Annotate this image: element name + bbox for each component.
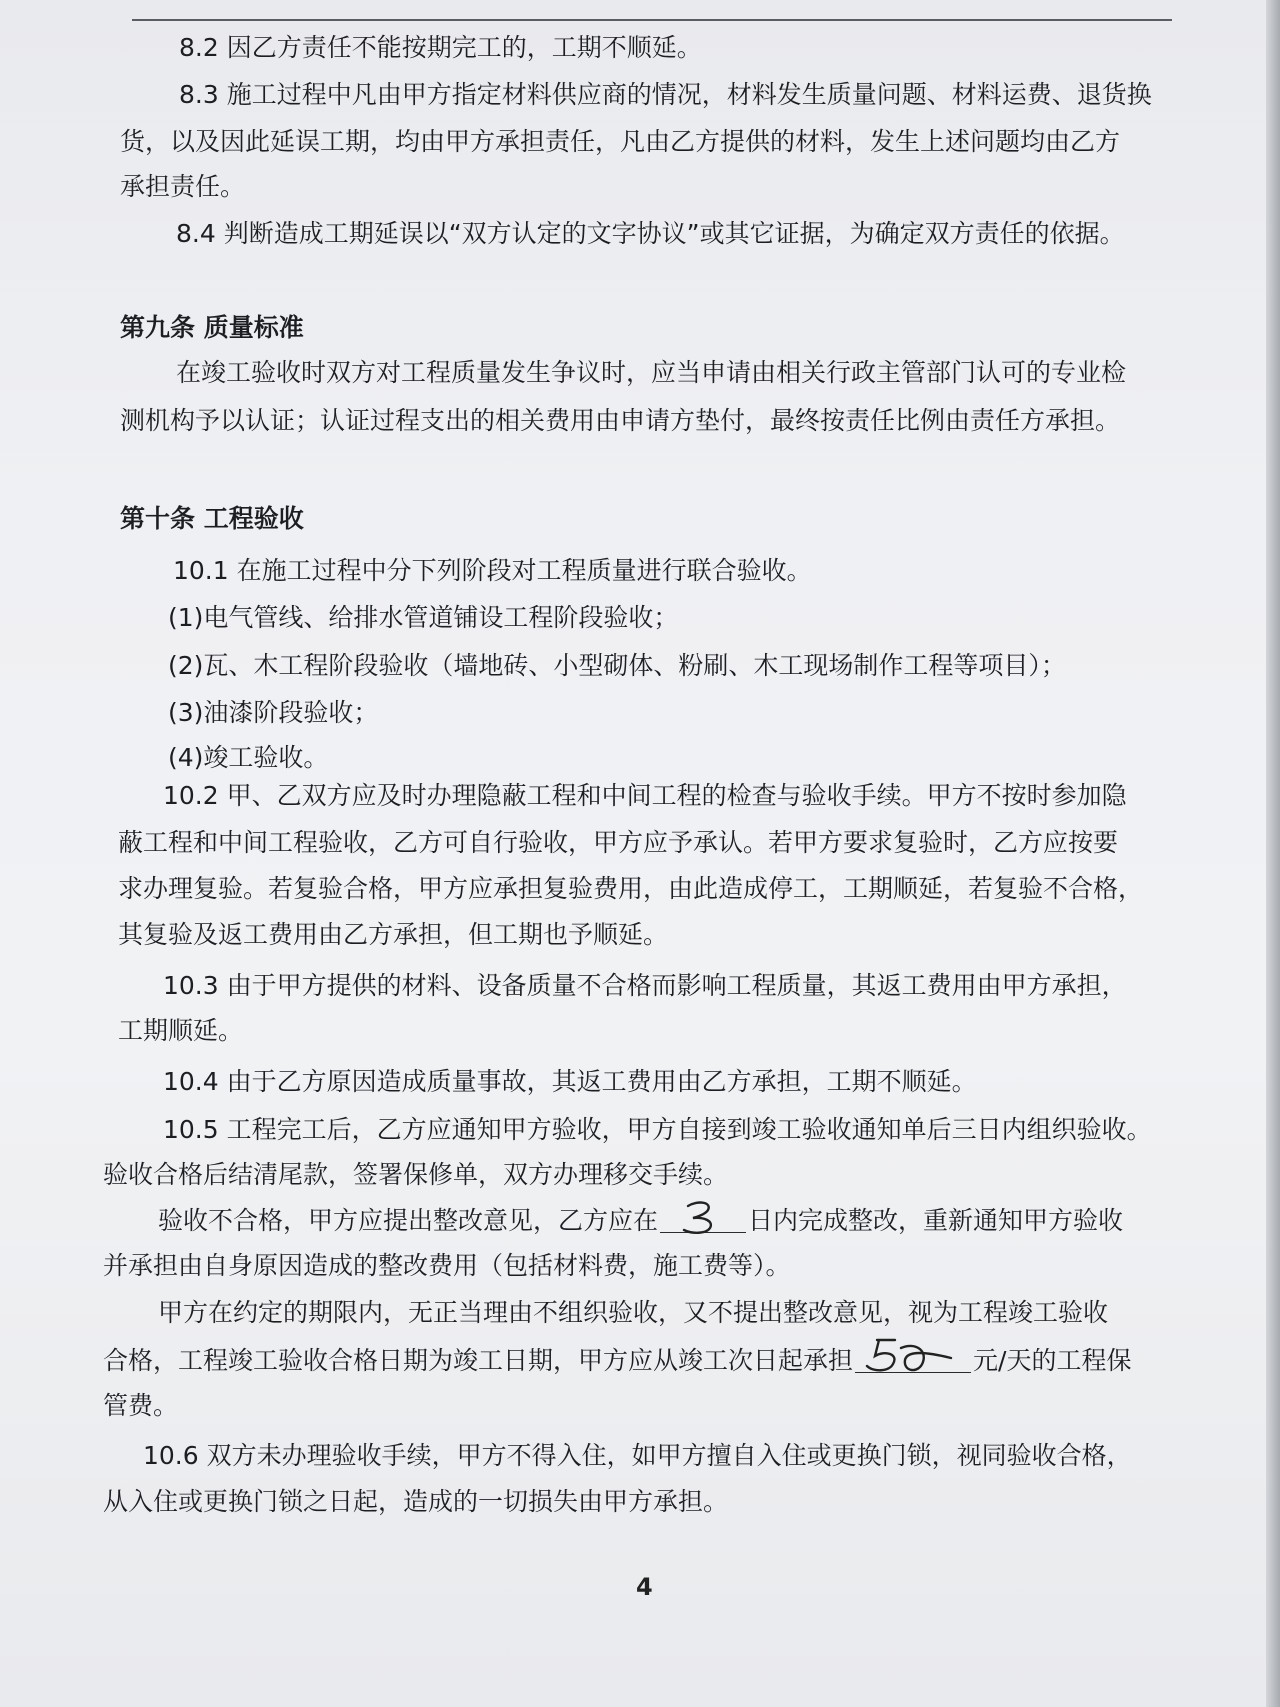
clause-10-3-line-1: 10.3 由于甲方提供的材料、设备质量不合格而影响工程质量，其返工费用由甲方承担， [163, 971, 1127, 1000]
clause-10-5-rectify-line-1 [158, 1206, 1123, 1236]
clause-8-3-line-3: 承担责任。 [120, 172, 246, 201]
header-rule [132, 19, 1172, 21]
clause-10-5-storage-line-1: 甲方在约定的期限内，无正当理由不组织验收，又不提出整改意见，视为工程竣工验收 [158, 1298, 1109, 1327]
clause-10-3-line-2: 工期顺延。 [118, 1016, 244, 1045]
clause-10-2-line-2: 蔽工程和中间工程验收，乙方可自行验收，甲方应予承认。若甲方要求复验时，乙方应按要 [118, 828, 1119, 857]
clause-10-5-line-1: 10.5 工程完工后，乙方应通知甲方验收，甲方自接到竣工验收通知单后三日内组织验收。 [163, 1115, 1152, 1144]
storage-text-after: 元/天的工程保 [973, 1346, 1132, 1375]
clause-10-6-line-2: 从入住或更换门锁之日起，造成的一切损失由甲方承担。 [103, 1487, 729, 1516]
clause-8-3-line-1: 8.3 施工过程中凡由甲方指定材料供应商的情况，材料发生质量问题、材料运费、退货换 [179, 80, 1152, 109]
rectify-text-after: 日内完成整改，重新通知甲方验收 [748, 1206, 1124, 1235]
clause-8-2: 8.2 因乙方责任不能按期完工的，工期不顺延。 [179, 33, 702, 62]
handwritten-3-icon [660, 1196, 746, 1236]
clause-10-2-line-3: 求办理复验。若复验合格，甲方应承担复验费用，由此造成停工，工期顺延，若复验不合格， [118, 874, 1144, 903]
storage-fee-blank [855, 1346, 971, 1373]
clause-10-5-storage-line-2 [103, 1346, 1131, 1376]
clause-10-1-item-2: (2)瓦、木工程阶段验收（墙地砖、小型砌体、粉刷、木工现场制作工程等项目）； [168, 651, 1066, 680]
rectify-text-before: 验收不合格，甲方应提出整改意见，乙方应在 [158, 1206, 659, 1235]
rectify-days-blank [660, 1206, 746, 1233]
clause-10-1-item-4: (4)竣工验收。 [168, 743, 329, 772]
clause-10-2-line-1: 10.2 甲、乙双方应及时办理隐蔽工程和中间工程的检查与验收手续。甲方不按时参加隐 [163, 781, 1127, 810]
page-edge-shadow [1266, 0, 1280, 1707]
clause-10-1-item-1: (1)电气管线、给排水管道铺设工程阶段验收； [168, 603, 679, 632]
article-9-heading: 第九条 质量标准 [120, 313, 304, 342]
clause-10-2-line-4: 其复验及返工费用由乙方承担，但工期也予顺延。 [118, 920, 669, 949]
clause-8-4: 8.4 判断造成工期延误以“双方认定的文字协议”或其它证据，为确定双方责任的依据。 [176, 219, 1125, 248]
clause-10-1-item-3: (3)油漆阶段验收； [168, 698, 379, 727]
page-number: 4 [636, 1573, 653, 1601]
clause-10-6-line-1: 10.6 双方未办理验收手续，甲方不得入住，如甲方擅自入住或更换门锁，视同验收合格， [143, 1441, 1132, 1470]
clause-10-5-line-2: 验收合格后结清尾款，签署保修单，双方办理移交手续。 [103, 1160, 729, 1189]
clause-10-4: 10.4 由于乙方原因造成质量事故，其返工费用由乙方承担，工期不顺延。 [163, 1067, 977, 1096]
article-9-line-2: 测机构予以认证；认证过程支出的相关费用由申请方垫付，最终按责任比例由责任方承担。 [120, 406, 1121, 435]
storage-text-before: 合格，工程竣工验收合格日期为竣工日期，甲方应从竣工次日起承担 [103, 1346, 854, 1375]
article-9-line-1: 在竣工验收时双方对工程质量发生争议时，应当申请由相关行政主管部门认可的专业检 [176, 358, 1127, 387]
article-10-heading: 第十条 工程验收 [120, 504, 304, 533]
clause-10-5-rectify-line-2: 并承担由自身原因造成的整改费用（包括材料费，施工费等）。 [103, 1251, 791, 1280]
clause-10-5-storage-line-3: 管费。 [103, 1391, 179, 1420]
handwritten-50-icon [855, 1336, 971, 1380]
clause-10-1: 10.1 在施工过程中分下列阶段对工程质量进行联合验收。 [173, 556, 812, 585]
clause-8-3-line-2: 货，以及因此延误工期，均由甲方承担责任，凡由乙方提供的材料，发生上述问题均由乙方 [120, 127, 1121, 156]
